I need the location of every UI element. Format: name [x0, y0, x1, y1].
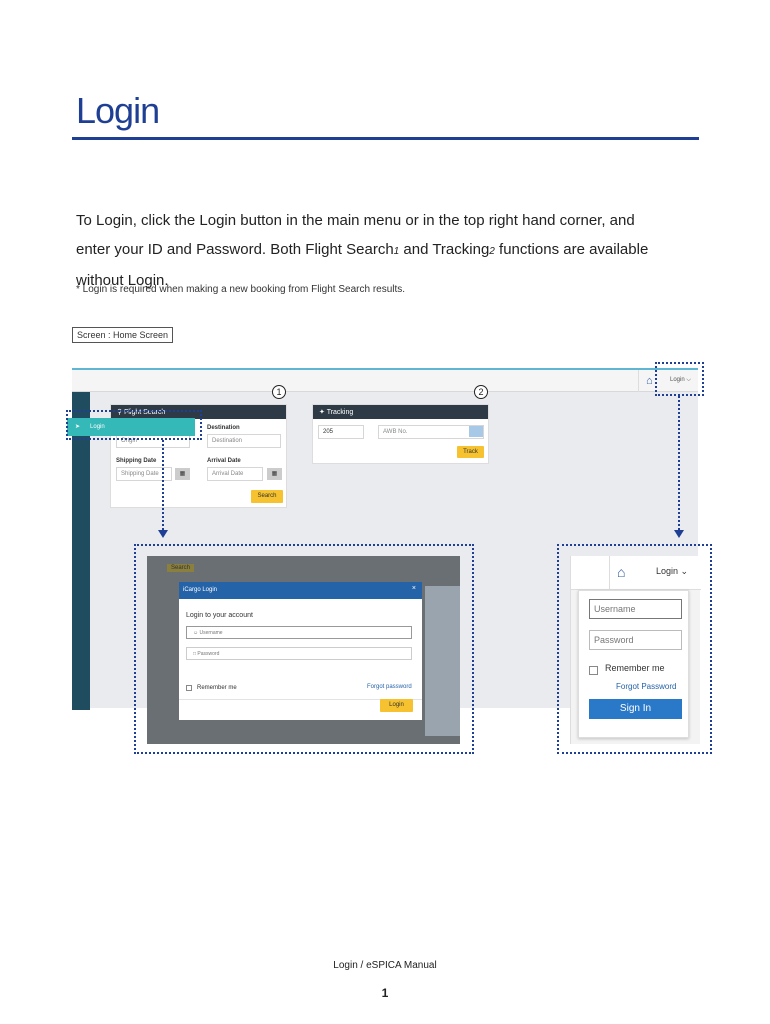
awb-number-field[interactable]: AWB No. [378, 425, 484, 439]
topbar-divider [609, 556, 610, 590]
login-menu-highlight [66, 410, 202, 440]
login-dialog-zoom [147, 556, 460, 744]
login-heading: Login to your account [186, 612, 253, 619]
destination-field[interactable]: Destination [207, 434, 281, 448]
home-icon[interactable]: ⌂ [646, 375, 653, 387]
password-field[interactable]: Password [589, 630, 682, 650]
calendar-icon[interactable]: ▦ [175, 468, 190, 480]
intro-paragraph [76, 206, 696, 295]
topbar-divider [638, 370, 639, 392]
login-icon: ➤ [75, 424, 81, 430]
search-icon: ⚲ [117, 409, 125, 416]
intro-line-1: To Login, click the Login button in the main menu or in the top right hand corner, and [76, 212, 635, 229]
password-field[interactable] [186, 647, 412, 660]
arrow-down-icon [674, 530, 684, 538]
background-photo [425, 586, 460, 736]
connector-line-right [678, 396, 680, 530]
username-field[interactable] [186, 626, 412, 639]
remember-label: Remember me [197, 685, 237, 691]
page-number: 1 [381, 986, 389, 1000]
page-title: Login [76, 90, 160, 131]
forgot-password-link[interactable]: Forgot password [367, 684, 412, 690]
arrival-date-field[interactable]: Arrival Date [207, 467, 263, 481]
close-icon[interactable]: × [411, 585, 416, 592]
intro-text: functions are available [494, 241, 649, 258]
intro-line-2 [76, 235, 696, 266]
arrival-date-label: Arrival Date [207, 458, 241, 464]
topbar-login-highlight [655, 362, 704, 396]
shipping-date-field[interactable]: Shipping Date [116, 467, 172, 481]
tracking-panel [312, 404, 489, 464]
password-placeholder: Password [197, 651, 220, 657]
shipping-date-label: Shipping Date [116, 458, 157, 464]
chevron-down-icon: ⌄ [680, 566, 689, 576]
login-button[interactable]: Login [380, 699, 413, 712]
intro-line-3: without Login. [76, 272, 169, 289]
scan-icon[interactable] [469, 426, 483, 437]
login-dropdown-zoom [570, 556, 700, 744]
username-placeholder: Username [199, 630, 223, 636]
crosshair-icon: ✦ [319, 409, 327, 416]
connector-line-left [162, 440, 164, 530]
username-field[interactable]: Username [589, 599, 682, 619]
user-icon: ☺ [193, 630, 200, 636]
arrow-down-icon [158, 530, 168, 538]
search-button[interactable]: Search [251, 490, 283, 503]
destination-label: Destination [207, 425, 240, 431]
login-dialog-title: iCargo Login [183, 587, 218, 593]
airline-prefix-field[interactable]: 205 [318, 425, 364, 439]
tracking-header [313, 405, 488, 419]
top-bar [72, 370, 698, 392]
origin-field[interactable]: Origin [116, 434, 190, 448]
sign-in-button[interactable]: Sign In [589, 699, 682, 719]
dropdown-topbar [571, 556, 701, 590]
forgot-password-link[interactable]: Forgot Password [616, 682, 677, 691]
intro-text: enter your ID and Password. Both Flight Search [76, 241, 394, 258]
footer-text: Login / eSPICA Manual [333, 960, 437, 971]
home-icon[interactable]: ⌂ [617, 564, 626, 580]
subscript-1: 1 [393, 246, 400, 257]
remember-checkbox[interactable] [186, 685, 192, 691]
lock-icon: □ [193, 651, 198, 657]
calendar-icon[interactable]: ▦ [267, 468, 282, 480]
sidebar-login-label: Login [90, 424, 105, 430]
intro-text: and Tracking [399, 241, 490, 258]
remember-checkbox[interactable] [589, 666, 598, 675]
topbar-login-button[interactable] [656, 566, 688, 577]
title-rule [72, 137, 699, 140]
topbar-login-button[interactable]: Login ⌵ [670, 377, 691, 383]
login-dropdown [578, 590, 689, 738]
callout-number-1: 1 [272, 385, 286, 399]
subscript-2: 2 [489, 246, 495, 257]
callout-number-2: 2 [474, 385, 488, 399]
login-note: * Login is required when making a new booking from Flight Search results. [76, 284, 406, 295]
search-button: Search [167, 564, 194, 572]
screen-label: Screen : Home Screen [72, 327, 173, 343]
track-button[interactable]: Track [457, 446, 484, 458]
flight-search-title: Flight Search [124, 409, 166, 416]
remember-label: Remember me [605, 663, 665, 673]
login-dialog-header [179, 582, 422, 599]
tracking-title: Tracking [326, 409, 354, 416]
login-label: Login [656, 566, 679, 576]
login-dialog [179, 582, 422, 720]
